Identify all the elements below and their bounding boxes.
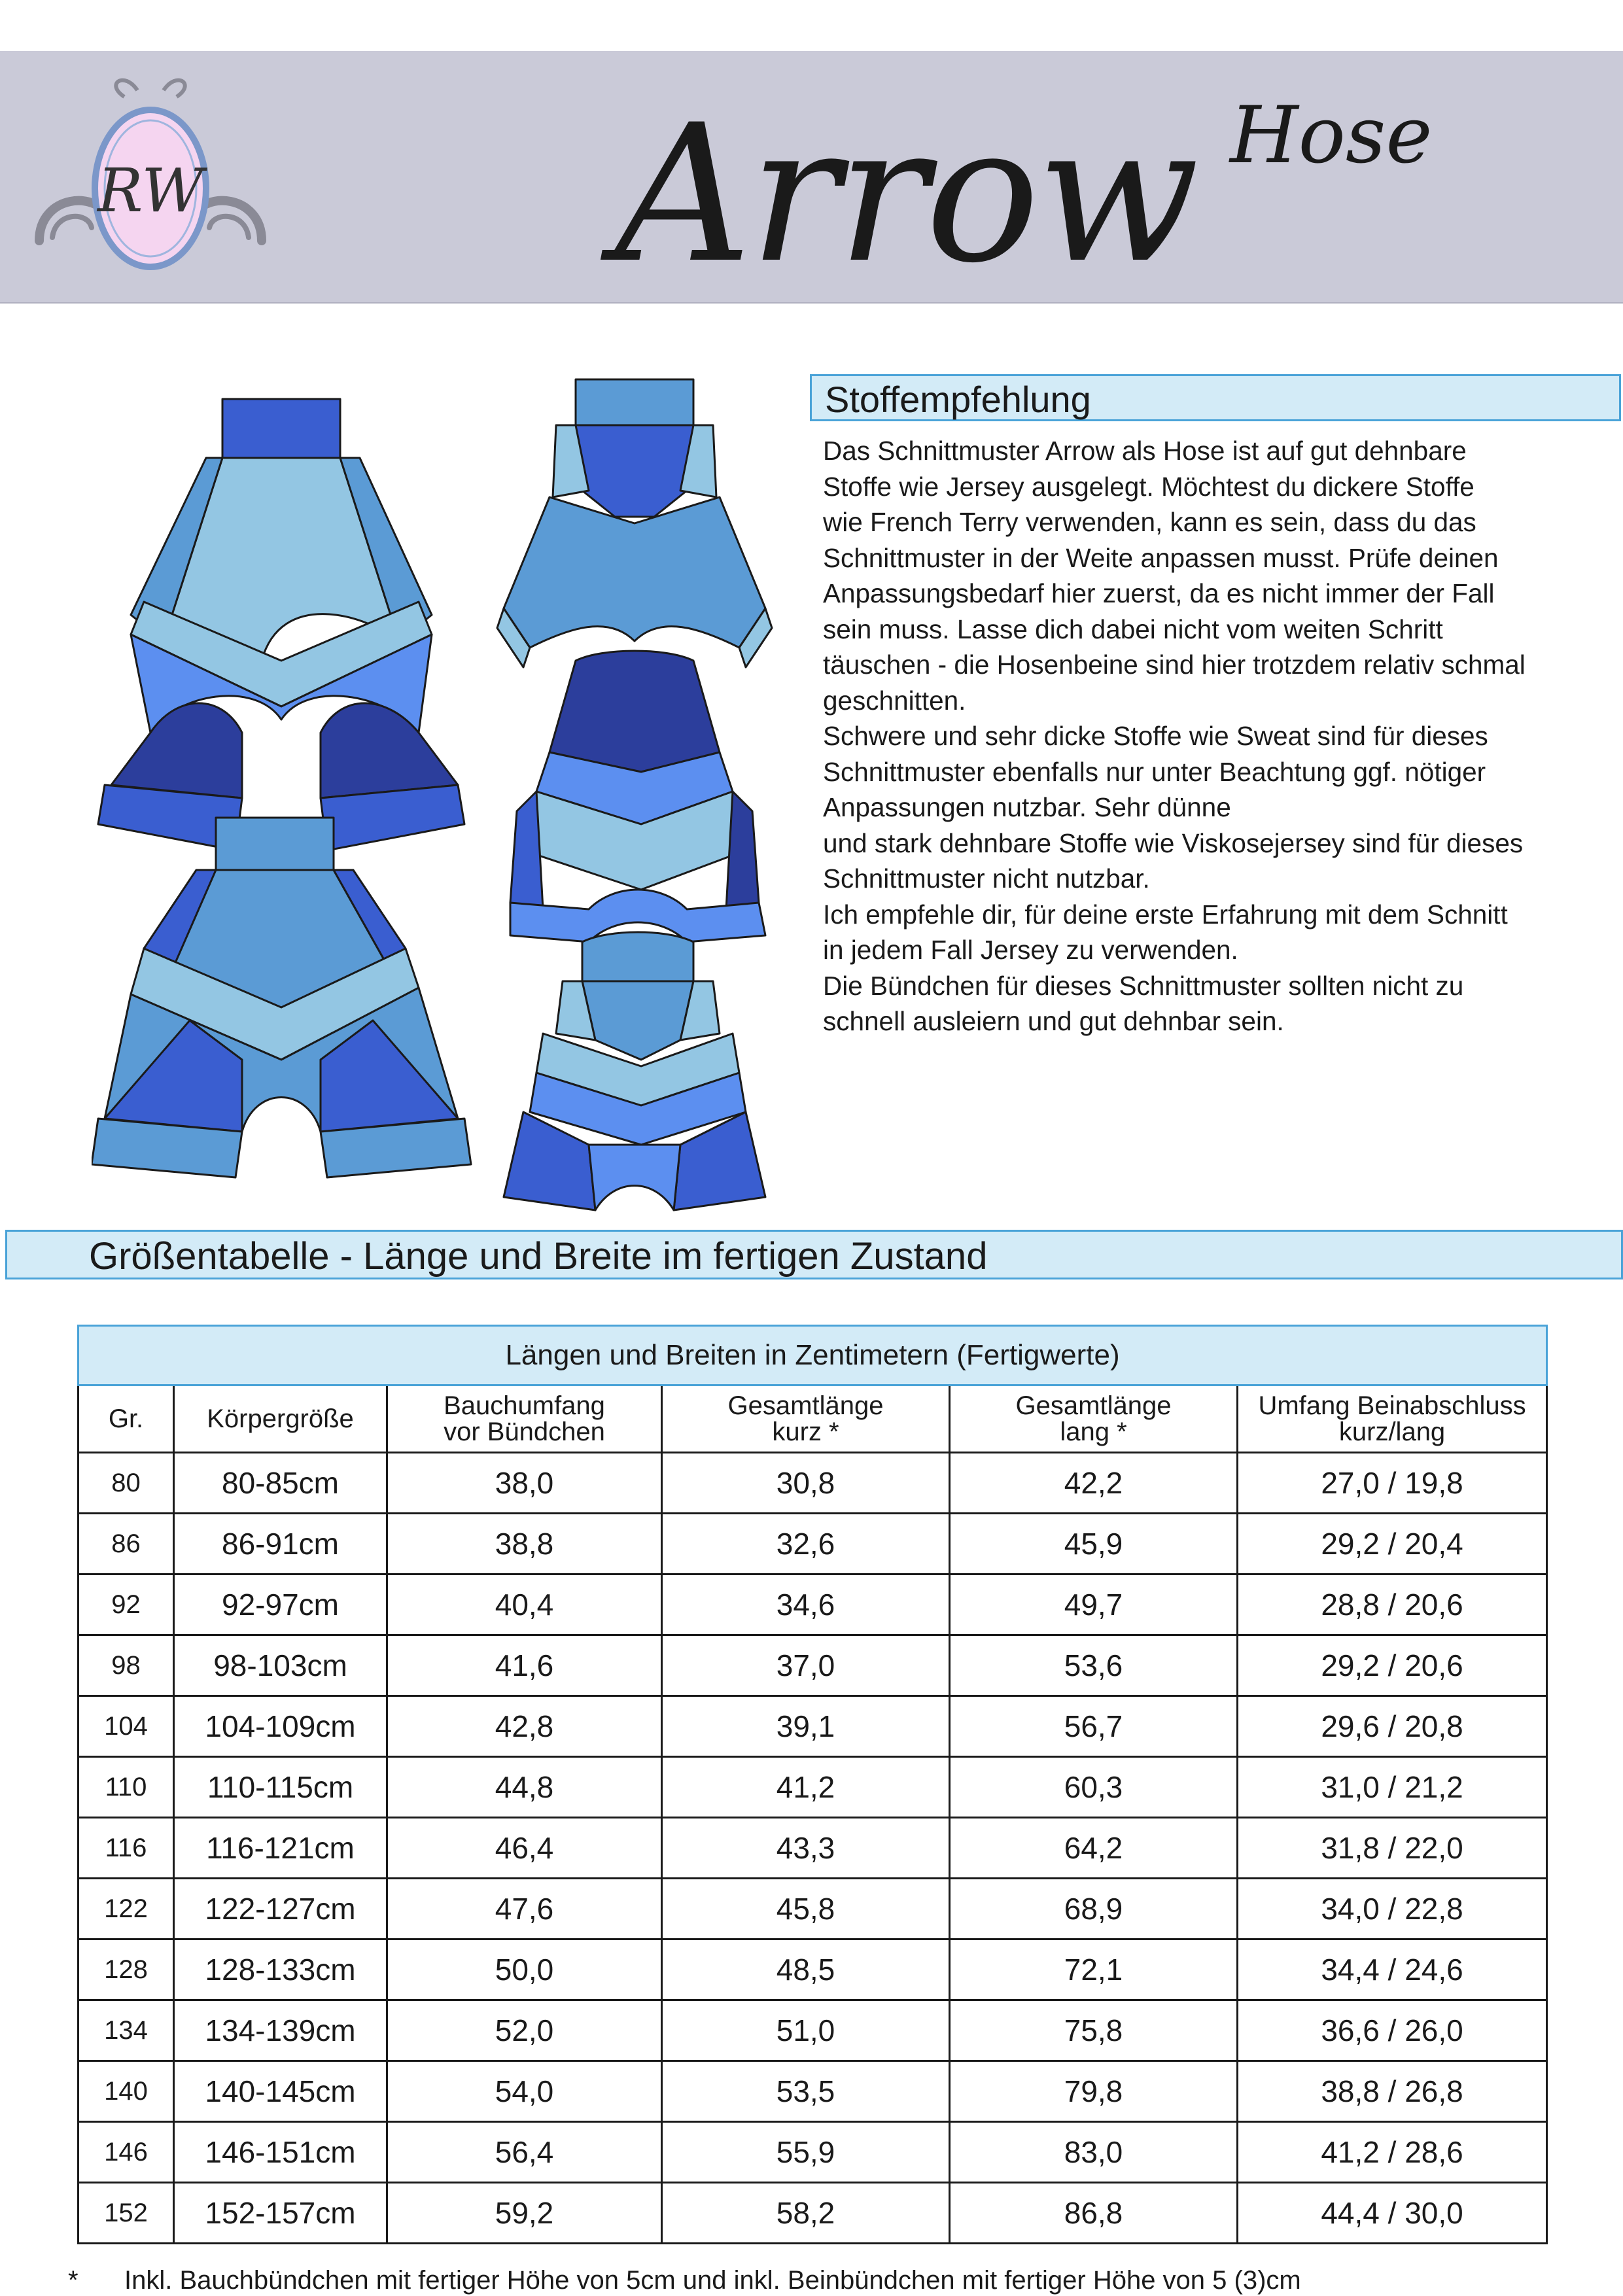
fabric-line: und stark dehnbare Stoffe wie Viskosejersey sind für dieses bbox=[823, 827, 1524, 858]
table-cell: 52,0 bbox=[387, 2000, 662, 2061]
table-cell: 98-103cm bbox=[174, 1635, 387, 1696]
table-cell: 49,7 bbox=[950, 1574, 1238, 1635]
pants-illustration-3 bbox=[92, 818, 471, 1177]
table-cell: 48,5 bbox=[662, 1939, 950, 2000]
table-cell: 42,2 bbox=[950, 1453, 1238, 1514]
table-cell: 39,1 bbox=[662, 1696, 950, 1757]
brand-logo bbox=[26, 64, 275, 293]
table-cell: 80 bbox=[79, 1453, 174, 1514]
table-cell: 44,4 / 30,0 bbox=[1238, 2183, 1547, 2244]
fabric-text bbox=[823, 433, 1608, 1039]
table-cell: 128-133cm bbox=[174, 1939, 387, 2000]
table-cell: 92-97cm bbox=[174, 1574, 387, 1635]
table-cell: 110-115cm bbox=[174, 1757, 387, 1818]
table-header-row bbox=[79, 1385, 1547, 1453]
table-cell: 55,9 bbox=[662, 2122, 950, 2183]
table-cell: 34,4 / 24,6 bbox=[1238, 1939, 1547, 2000]
table-cell: 59,2 bbox=[387, 2183, 662, 2244]
fabric-line: Schnittmuster nicht nutzbar. bbox=[823, 863, 1150, 894]
table-cell: 152-157cm bbox=[174, 2183, 387, 2244]
table-row bbox=[79, 1514, 1547, 1574]
table-cell: 58,2 bbox=[662, 2183, 950, 2244]
table-cell: 116 bbox=[79, 1818, 174, 1879]
pants-illustrations bbox=[92, 366, 778, 1217]
size-table bbox=[77, 1325, 1548, 2244]
table-cell: 116-121cm bbox=[174, 1818, 387, 1879]
table-cell: 128 bbox=[79, 1939, 174, 2000]
table-cell: 56,4 bbox=[387, 2122, 662, 2183]
column-header: Gesamtlänge lang * bbox=[950, 1385, 1238, 1453]
table-row bbox=[79, 2122, 1547, 2183]
table-cell: 50,0 bbox=[387, 1939, 662, 2000]
fabric-heading: Stoffempfehlung bbox=[810, 374, 1621, 421]
table-cell: 43,3 bbox=[662, 1818, 950, 1879]
table-cell: 45,8 bbox=[662, 1879, 950, 1939]
table-cell: 31,0 / 21,2 bbox=[1238, 1757, 1547, 1818]
table-row bbox=[79, 1818, 1547, 1879]
title-main: Arrow bbox=[615, 84, 1197, 305]
table-cell: 29,6 / 20,8 bbox=[1238, 1696, 1547, 1757]
table-cell: 53,6 bbox=[950, 1635, 1238, 1696]
table-cell: 41,6 bbox=[387, 1635, 662, 1696]
fabric-line: Schnittmuster ebenfalls nur unter Beachtung ggf. nötiger bbox=[823, 756, 1486, 787]
fabric-line: schnell ausleiern und gut dehnbar sein. bbox=[823, 1006, 1284, 1036]
pants-illustration-5 bbox=[504, 932, 765, 1210]
table-cell: 31,8 / 22,0 bbox=[1238, 1818, 1547, 1879]
table-cell: 29,2 / 20,4 bbox=[1238, 1514, 1547, 1574]
table-cell: 68,9 bbox=[950, 1879, 1238, 1939]
table-cell: 41,2 bbox=[662, 1757, 950, 1818]
table-cell: 152 bbox=[79, 2183, 174, 2244]
fabric-line: täuschen - die Hosenbeine sind hier trotzdem relativ schmal bbox=[823, 650, 1526, 680]
fabric-line: Schwere und sehr dicke Stoffe wie Sweat sind für dieses bbox=[823, 721, 1488, 751]
table-cell: 64,2 bbox=[950, 1818, 1238, 1879]
column-header: Umfang Beinabschluss kurz/lang bbox=[1238, 1385, 1547, 1453]
table-cell: 146-151cm bbox=[174, 2122, 387, 2183]
pants-illustration-1 bbox=[98, 399, 464, 850]
fabric-line: Stoffe wie Jersey ausgelegt. Möchtest du dickere Stoffe bbox=[823, 471, 1475, 502]
fabric-line: in jedem Fall Jersey zu verwenden. bbox=[823, 935, 1238, 965]
table-cell: 34,0 / 22,8 bbox=[1238, 1879, 1547, 1939]
table-cell: 45,9 bbox=[950, 1514, 1238, 1574]
fabric-line: Anpassungen nutzbar. Sehr dünne bbox=[823, 792, 1231, 822]
table-cell: 46,4 bbox=[387, 1818, 662, 1879]
fabric-line: Anpassungsbedarf hier zuerst, da es nicht immer der Fall bbox=[823, 578, 1495, 608]
table-row bbox=[79, 1939, 1547, 2000]
table-cell: 75,8 bbox=[950, 2000, 1238, 2061]
crown-swirl-icon bbox=[116, 80, 184, 97]
table-cell: 37,0 bbox=[662, 1635, 950, 1696]
table-cell: 36,6 / 26,0 bbox=[1238, 2000, 1547, 2061]
table-row bbox=[79, 2183, 1547, 2244]
table-cell: 34,6 bbox=[662, 1574, 950, 1635]
table-cell: 104 bbox=[79, 1696, 174, 1757]
table-cell: 122-127cm bbox=[174, 1879, 387, 1939]
table-cell: 38,8 bbox=[387, 1514, 662, 1574]
table-cell: 146 bbox=[79, 2122, 174, 2183]
table-row bbox=[79, 2061, 1547, 2122]
table-row bbox=[79, 1696, 1547, 1757]
table-cell: 92 bbox=[79, 1574, 174, 1635]
pants-illustration-2 bbox=[497, 379, 772, 667]
column-header: Gesamtlänge kurz * bbox=[662, 1385, 950, 1453]
fabric-line: Die Bündchen für dieses Schnittmuster sollten nicht zu bbox=[823, 970, 1464, 1001]
table-cell: 38,8 / 26,8 bbox=[1238, 2061, 1547, 2122]
table-cell: 86 bbox=[79, 1514, 174, 1574]
table-cell: 27,0 / 19,8 bbox=[1238, 1453, 1547, 1514]
fabric-line: Schnittmuster in der Weite anpassen musst. Prüfe deinen bbox=[823, 542, 1499, 573]
size-table-heading: Größentabelle - Länge und Breite im fertigen Zustand bbox=[5, 1230, 1623, 1279]
table-caption: Längen und Breiten in Zentimetern (Fertigwerte) bbox=[79, 1326, 1547, 1385]
table-cell: 56,7 bbox=[950, 1696, 1238, 1757]
pattern-title bbox=[536, 84, 1518, 305]
table-cell: 29,2 / 20,6 bbox=[1238, 1635, 1547, 1696]
table-row bbox=[79, 1757, 1547, 1818]
fabric-line: wie French Terry verwenden, kann es sein, dass du das bbox=[823, 507, 1476, 537]
table-cell: 44,8 bbox=[387, 1757, 662, 1818]
table-cell: 80-85cm bbox=[174, 1453, 387, 1514]
fabric-line: Ich empfehle dir, für deine erste Erfahrung mit dem Schnitt bbox=[823, 899, 1508, 930]
table-cell: 41,2 / 28,6 bbox=[1238, 2122, 1547, 2183]
table-cell: 42,8 bbox=[387, 1696, 662, 1757]
logo-monogram: RW bbox=[97, 156, 203, 226]
table-row bbox=[79, 1635, 1547, 1696]
table-cell: 72,1 bbox=[950, 1939, 1238, 2000]
table-cell: 40,4 bbox=[387, 1574, 662, 1635]
column-header: Gr. bbox=[79, 1385, 174, 1453]
table-cell: 60,3 bbox=[950, 1757, 1238, 1818]
column-header: Bauchumfang vor Bündchen bbox=[387, 1385, 662, 1453]
table-cell: 79,8 bbox=[950, 2061, 1238, 2122]
fabric-line: geschnitten. bbox=[823, 685, 966, 716]
table-cell: 51,0 bbox=[662, 2000, 950, 2061]
table-cell: 140-145cm bbox=[174, 2061, 387, 2122]
footnote-marker: * bbox=[68, 2266, 79, 2295]
table-cell: 134 bbox=[79, 2000, 174, 2061]
fabric-line: Das Schnittmuster Arrow als Hose ist auf gut dehnbare bbox=[823, 436, 1467, 466]
table-cell: 28,8 / 20,6 bbox=[1238, 1574, 1547, 1635]
table-cell: 54,0 bbox=[387, 2061, 662, 2122]
table-row bbox=[79, 1879, 1547, 1939]
footnote-text: Inkl. Bauchbündchen mit fertiger Höhe von 5cm und inkl. Beinbündchen mit fertiger Höhe von 5 (3)cm bbox=[124, 2266, 1301, 2295]
table-cell: 104-109cm bbox=[174, 1696, 387, 1757]
table-cell: 32,6 bbox=[662, 1514, 950, 1574]
table-cell: 38,0 bbox=[387, 1453, 662, 1514]
table-cell: 122 bbox=[79, 1879, 174, 1939]
table-cell: 140 bbox=[79, 2061, 174, 2122]
table-cell: 47,6 bbox=[387, 1879, 662, 1939]
title-subtitle: Hose bbox=[1230, 90, 1433, 181]
table-row bbox=[79, 1574, 1547, 1635]
header-banner bbox=[0, 51, 1623, 304]
table-cell: 83,0 bbox=[950, 2122, 1238, 2183]
column-header: Körpergröße bbox=[174, 1385, 387, 1453]
fabric-line: sein muss. Lasse dich dabei nicht vom weiten Schritt bbox=[823, 614, 1443, 644]
table-cell: 134-139cm bbox=[174, 2000, 387, 2061]
table-cell: 98 bbox=[79, 1635, 174, 1696]
table-cell: 86,8 bbox=[950, 2183, 1238, 2244]
table-row bbox=[79, 2000, 1547, 2061]
pants-illustration-4 bbox=[510, 651, 765, 942]
table-cell: 110 bbox=[79, 1757, 174, 1818]
table-cell: 86-91cm bbox=[174, 1514, 387, 1574]
table-cell: 30,8 bbox=[662, 1453, 950, 1514]
table-row bbox=[79, 1453, 1547, 1514]
table-cell: 53,5 bbox=[662, 2061, 950, 2122]
